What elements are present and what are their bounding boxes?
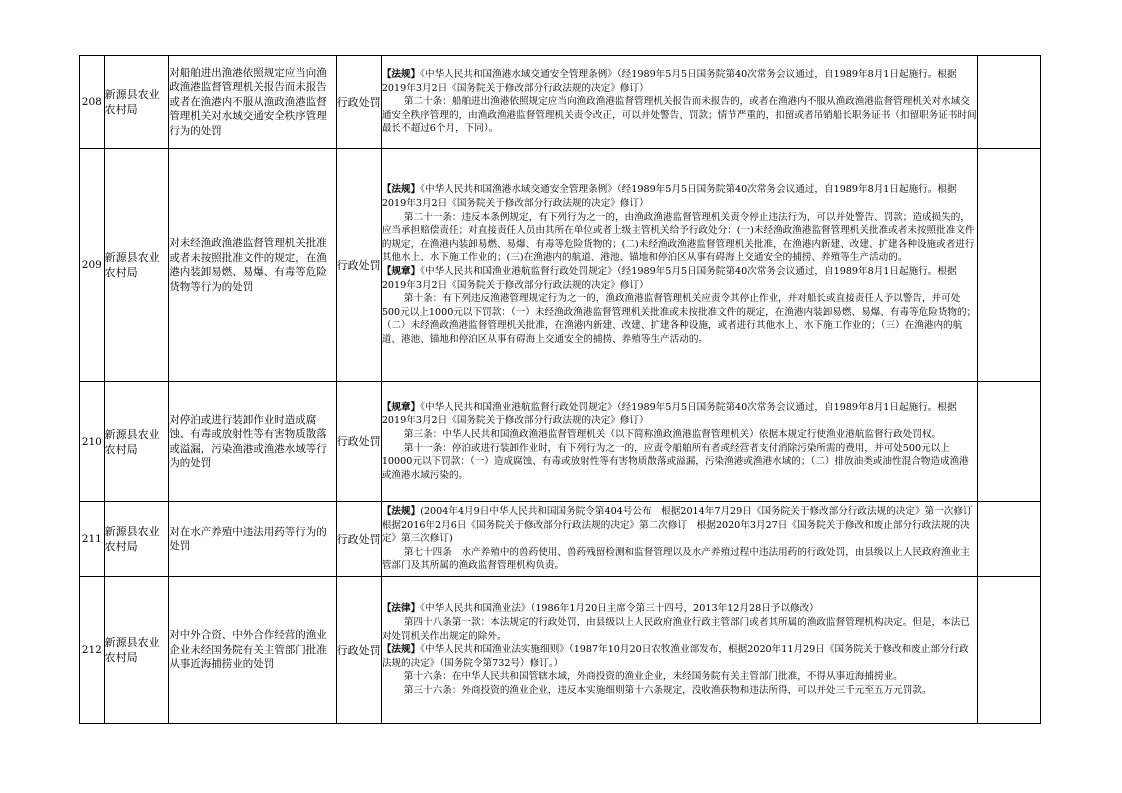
- law-article: 第十六条：在中华人民共和国管辖水域，外商投资的渔业企业，未经国务院有关主管部门批准，不得从事近海捕捞业。: [403, 671, 903, 683]
- remarks-cell: [978, 502, 1041, 577]
- legal-basis-cell: [381, 382, 978, 502]
- penalty-item-cell: 对船舶进出渔港依照规定应当向渔政渔港监督管理机关报告而未报告或者在渔港内不服从渔政渔港监督管理机关对水域交通安全秩序管理行为的处罚: [169, 56, 336, 149]
- penalty-item-cell: 对未经渔政渔港监督管理机关批准或者未按照批准文件的规定，在渔港内装卸易燃、易爆、有毒等危险货物等行为的处罚: [169, 149, 336, 382]
- legal-source: [382, 401, 978, 428]
- table-row: [80, 382, 1041, 502]
- law-title: 《中华人民共和国渔业港航监督行政处罚规定》（经1989年5月5日国务院第40次常务会议通过，自1989年8月1日起施行。根据2019年3月2日《国务院关于修改部分行政法规的决定》修订）: [381, 401, 957, 427]
- legal-basis-entry: [382, 68, 978, 136]
- penalty-item-cell: 对停泊或进行装卸作业时造成腐蚀、有毒或放射性等有害物质散落或溢漏，污染渔港或渔港水域等行为的处罚: [169, 382, 336, 502]
- law-article: 第十一条：停泊或进行装卸作业时，有下列行为之一的，应责令船舶所有者或经营者支付消除污染所需的费用，并可处500元以上10000元以下罚款：（一）造成腐蚀、有毒或放射性等有害物质散落或溢漏，污染渔港或渔港水域的；（二）排放油类或油性混合物造成渔港或渔港水域污染的。: [381, 442, 969, 481]
- law-article: 第三十六条：外商投资的渔业企业，违反本实施细则第十六条规定，没收渔获物和违法所得，可以并处三千元至五万元罚款。: [403, 684, 932, 696]
- law-type-tag: 【法规】: [381, 69, 421, 81]
- law-type-tag: 【法规】: [381, 644, 421, 656]
- law-article: 第四十八条第一款：本法规定的行政处罚，由县级以上人民政府渔业行政主管部门或者其所属的渔政监督管理机构决定。但是，本法已对处罚机关作出规定的除外。: [381, 617, 970, 642]
- department-cell: 新源县农业农村局: [104, 149, 169, 382]
- remarks-cell: [978, 382, 1041, 502]
- law-article: 第三条：中华人民共和国渔政渔港监督管理机关（以下简称渔政渔港监督管理机关）依据本规定行使渔业港航监督行政处罚权。: [403, 428, 942, 440]
- legal-source: [382, 643, 978, 670]
- law-type-tag: 【规章】: [381, 266, 421, 277]
- law-title: 《中华人民共和国渔港水域交通安全管理条例》（经1989年5月5日国务院第40次常务会议通过，自1989年8月1日起施行。根据2019年3月2日《国务院关于修改部分行政法规的决定》修订）: [381, 69, 957, 94]
- penalty-type-cell: 行政处罚: [336, 382, 381, 502]
- legal-basis-entry: [382, 265, 978, 347]
- legal-basis-cell: [381, 149, 978, 382]
- legal-basis-entry: [382, 643, 978, 697]
- law-article: 第二十条：船舶进出渔港依照规定应当向渔政渔港监督管理机关报告而未报告的，或者在渔港内不服从渔政渔港监督管理机关对水域交通安全秩序管理的，由渔政渔港监督管理机关责令改正，可以并处警告、罚款；情节严重的，扣留或者吊销船长职务证书（扣留职务证书时间最长不超过6个月，下同）。: [381, 96, 977, 135]
- table-row: [80, 149, 1041, 382]
- legal-source: [382, 265, 978, 292]
- department-cell: 新源县农业农村局: [104, 382, 169, 502]
- row-number: 212: [80, 577, 105, 724]
- remarks-cell: [978, 149, 1041, 382]
- legal-basis-entry: [381, 505, 983, 573]
- department-cell: 新源县农业农村局: [104, 56, 169, 149]
- penalty-type-cell: 行政处罚: [336, 502, 381, 577]
- remarks-cell: [978, 56, 1041, 149]
- law-type-tag: 【法规】: [381, 184, 421, 196]
- law-title: (2004年4月9日中华人民共和国国务院令第404号公布 根据2014年7月29日《国务院关于修改部分行政法规的决定》第一次修订 根据2016年2月6日《国务院关于修改部分行政法规的决定》第二次修订 根据2020年3月27日《国务院关于修改和废止部分行政法规的决定》第三次修订): [381, 506, 983, 545]
- department-cell: 新源县农业农村局: [104, 577, 169, 724]
- legal-basis-entry: [382, 401, 978, 483]
- legal-source: [382, 68, 978, 95]
- law-article: 第十条：有下列违反渔港管理规定行为之一的，渔政渔港监督管理机关应责令其停止作业，并对船长或直接责任人予以警告，并可处500元以上1000元以下罚款：（一）未经渔政渔港监督管理机关批准或未按批准文件的规定，在渔港内装卸易燃、易爆、有毒等危险货物的；（二）未经渔政渔港监督管理机关批准，在渔港内新建、改建、扩建各种设施，或者进行其他水上、水下施工作业的；（三）在渔港内的航道、港池、锚地和停泊区从事有碍海上交通安全的捕捞、养殖等生产活动的。: [381, 293, 977, 345]
- legal-basis-cell: [381, 56, 978, 149]
- penalty-item-cell: 对中外合资、中外合作经营的渔业企业未经国务院有关主管部门批准从事近海捕捞业的处罚: [169, 577, 336, 724]
- table-row: [80, 56, 1041, 149]
- legal-basis-cell: [381, 577, 978, 724]
- table-row: [80, 577, 1041, 724]
- penalty-type-cell: 行政处罚: [336, 149, 381, 382]
- penalty-type-cell: 行政处罚: [336, 56, 381, 149]
- law-type-tag: 【法律】: [381, 603, 421, 615]
- legal-basis-cell: [381, 502, 983, 577]
- row-number: 209: [80, 149, 105, 382]
- remarks-cell: [978, 577, 1041, 724]
- row-number: 210: [80, 382, 105, 502]
- law-article: 第七十四条 水产养殖中的兽药使用、兽药残留检测和监督管理以及水产养殖过程中违法用药的行政处罚，由县级以上人民政府渔业主管部门及其所属的渔政监督管理机构负责。: [381, 546, 970, 572]
- law-title: 《中华人民共和国渔业港航监督行政处罚规定》（经1989年5月5日国务院第40次常务会议通过，自1989年8月1日起施行。根据2019年3月2日《国务院关于修改部分行政法规的决定》修订）: [381, 266, 957, 291]
- row-number: 208: [80, 56, 105, 149]
- law-article: 第二十一条：违反本条例规定，有下列行为之一的，由渔政渔港监督管理机关责令停止违法行为，可以并处警告、罚款；造成损失的，应当承担赔偿责任；对直接责任人员由其所在单位或者上级主管机关给予行政处分：(一)未经渔政渔港监督管理机关批准或者未按照批准文件的规定，在渔港内装卸易燃、易爆、有毒等危险货物的；(二)未经渔政渔港监督管理机关批准，在渔港内新建、改建、扩建各种设施或者进行其他水上、水下施工作业的；(三)在渔港内的航道、港池、锚地和停泊区从事有碍海上交通安全的捕捞、养殖等生产活动的。: [381, 211, 975, 264]
- law-type-tag: 【规章】: [381, 401, 421, 413]
- penalty-item-cell: 对在水产养殖中违法用药等行为的处罚: [169, 502, 336, 577]
- penalty-items-table: [79, 55, 1041, 724]
- law-type-tag: 【法规】: [381, 506, 421, 518]
- table-row: [80, 502, 1041, 577]
- legal-basis-entry: [382, 602, 978, 643]
- department-cell: 新源县农业农村局: [104, 502, 169, 577]
- law-title: 《中华人民共和国渔业法实施细则》（1987年10月20日农牧渔业部发布，根据2020年11月29日《国务院关于修改和废止部分行政法规的决定》（国务院令第732号）修订。）: [381, 644, 969, 669]
- row-number: 211: [80, 502, 105, 577]
- legal-basis-entry: [382, 183, 978, 265]
- penalty-type-cell: 行政处罚: [336, 577, 381, 724]
- law-title: 《中华人民共和国渔业法》（1986年1月20日主席令第三十四号，2013年12月28日予以修改）: [420, 603, 819, 615]
- legal-source: [382, 602, 978, 616]
- legal-source: [382, 183, 978, 210]
- law-title: 《中华人民共和国渔港水域交通安全管理条例》（经1989年5月5日国务院第40次常务会议通过，自1989年8月1日起施行。根据2019年3月2日《国务院关于修改部分行政法规的决定》修订）: [381, 184, 957, 210]
- legal-source: [381, 505, 983, 546]
